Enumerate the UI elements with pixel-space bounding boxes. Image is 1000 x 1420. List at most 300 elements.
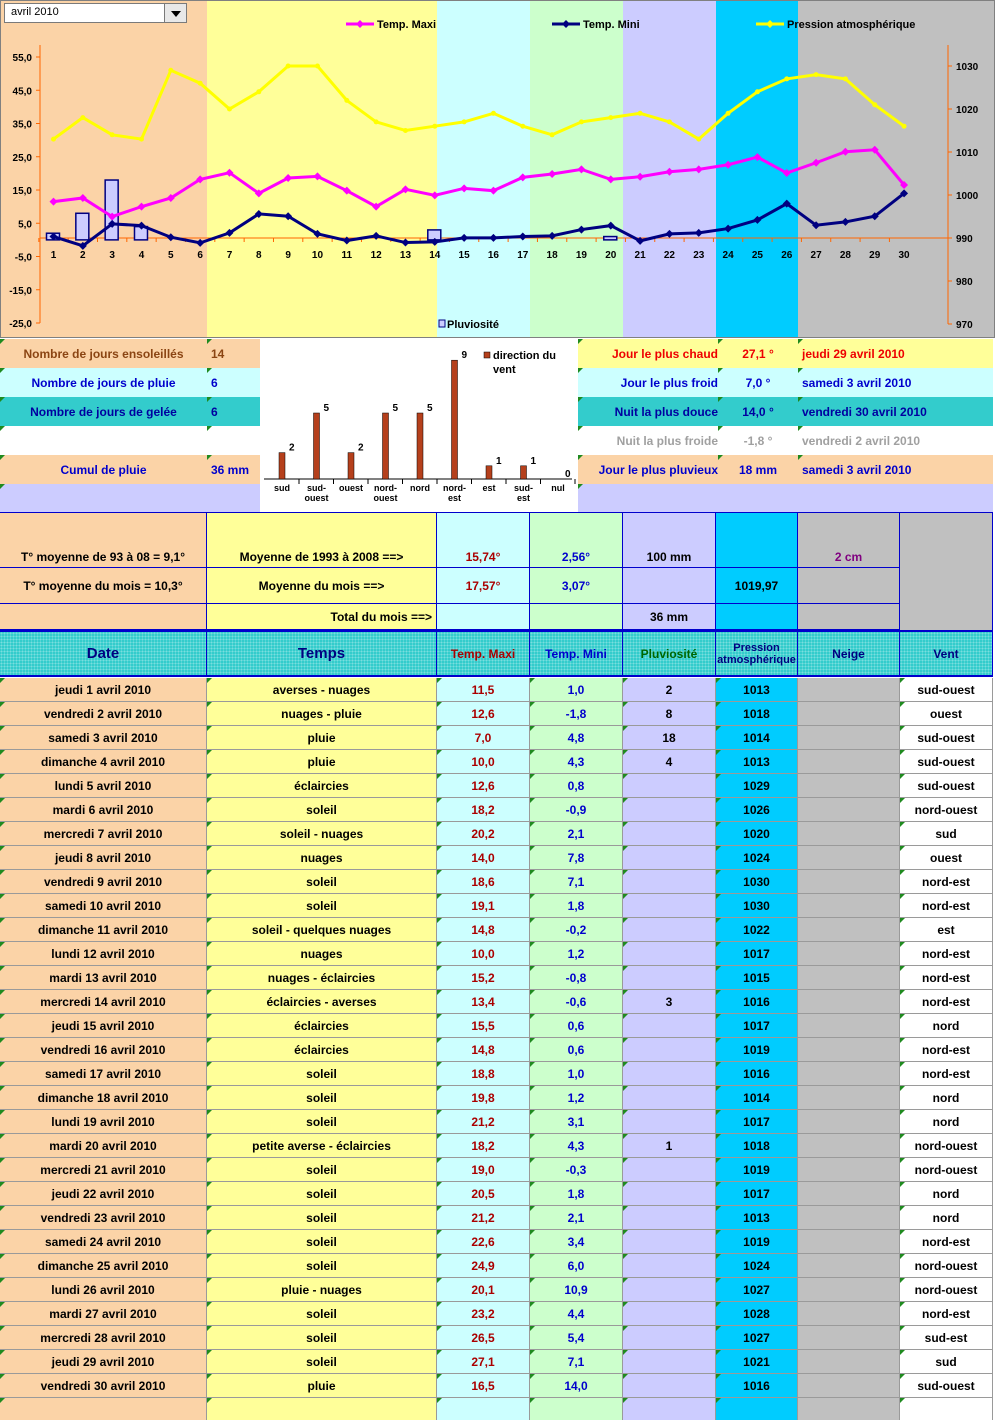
cell-pression	[716, 798, 798, 822]
x-tick-label: 19	[575, 250, 588, 261]
cell-maxi-text: 12,6	[471, 706, 495, 721]
cell-pluie-text: 4	[665, 754, 673, 769]
cell-mini-text: 3,1	[567, 1114, 585, 1129]
cell-mini	[530, 1350, 623, 1374]
pressure-point	[491, 111, 496, 116]
cell-temps-text: pluie	[307, 754, 336, 769]
cell-temps-text: éclaircies	[294, 778, 349, 793]
cell-maxi	[437, 918, 530, 942]
cell-pression-text: 1022	[743, 922, 770, 937]
wind-category-label: ouest	[373, 493, 398, 503]
cell-temps-text: soleil	[306, 1090, 337, 1105]
chart-band	[437, 0, 530, 338]
cell-maxi-text: 22,6	[471, 1234, 495, 1249]
cell-maxi-text: 18,2	[471, 1138, 495, 1153]
cell-maxi	[437, 1206, 530, 1230]
cell-maxi	[437, 1062, 530, 1086]
summary-row2-cell-text: 17,57°	[465, 578, 501, 593]
wind-chart	[260, 342, 578, 512]
cell-date-text: jeudi 22 avril 2010	[51, 1186, 155, 1201]
cell-pluie	[623, 702, 716, 726]
cell-pression	[716, 1230, 798, 1254]
y-tick-label: 25,0	[12, 152, 32, 164]
cell-mini	[530, 1374, 623, 1398]
pressure-point	[550, 132, 555, 137]
wind-category-label: nord-	[443, 483, 466, 493]
cell-vent	[900, 678, 993, 702]
wind-legend-line: vent	[493, 364, 516, 376]
cell-pluie-text: 8	[665, 706, 673, 721]
cell-temps-text: éclaircies	[294, 1042, 349, 1057]
stat-right-value-text: 27,1 °	[742, 346, 774, 361]
cell-pression-text: 1017	[743, 1186, 770, 1201]
cell-vent	[900, 1014, 993, 1038]
cell-mini	[530, 702, 623, 726]
cell-mini	[530, 1038, 623, 1062]
cell-vent-text: nord-ouest	[914, 1282, 978, 1297]
cell-pluie	[623, 774, 716, 798]
x-tick-label: 27	[810, 250, 822, 261]
header-temp-mini-text: Temp. Mini	[545, 646, 607, 661]
stat-spacer	[578, 484, 993, 512]
cell-pluie-text: 1	[665, 1138, 673, 1153]
cell-vent-text: nord	[932, 1114, 960, 1129]
cell-maxi-text: 18,8	[471, 1066, 495, 1081]
cell-temps	[207, 1326, 437, 1350]
cell-mini-text: -0,8	[565, 970, 587, 985]
x-tick-label: 7	[226, 250, 233, 261]
cell-pression	[716, 1014, 798, 1038]
cell-neige	[798, 1206, 900, 1230]
pressure-point	[256, 89, 261, 94]
cell-mini-text: 1,8	[567, 1186, 585, 1201]
cell-pression	[716, 1254, 798, 1278]
cell-temps	[207, 1254, 437, 1278]
cell-vent	[900, 1062, 993, 1086]
summary-row1-cell-text: T° moyenne de 93 à 08 = 9,1°	[20, 550, 185, 564]
cell-mini-text: 4,4	[567, 1306, 585, 1321]
y-tick-label: 45,0	[12, 86, 32, 98]
pressure-point	[374, 119, 379, 124]
stat-right-label	[578, 426, 718, 455]
cell-maxi	[437, 1038, 530, 1062]
wind-bar	[314, 413, 320, 479]
cell-vent-text: ouest	[929, 850, 962, 865]
cell-date	[0, 1038, 207, 1062]
x-tick-label: 28	[839, 250, 851, 261]
cell-pression	[716, 1062, 798, 1086]
cell-temps-text: soleil	[306, 1162, 337, 1177]
x-tick-label: 30	[898, 250, 910, 261]
cell-maxi-text: 15,2	[471, 970, 495, 985]
cell-date	[0, 798, 207, 822]
pressure-point	[432, 124, 437, 129]
stat-right-label-text: Nuit la plus douce	[614, 404, 718, 419]
wind-value-label: 0	[565, 469, 571, 480]
cell-date-text: mardi 6 avril 2010	[52, 802, 154, 817]
cell-temps	[207, 1278, 437, 1302]
stat-right-date-text: samedi 3 avril 2010	[802, 462, 912, 477]
stat-right-value	[718, 339, 798, 368]
cell-neige	[798, 1374, 900, 1398]
cell-pression	[716, 1086, 798, 1110]
wind-category-label: ouest	[304, 493, 329, 503]
cell-pluie	[623, 1326, 716, 1350]
cell-pluie	[623, 966, 716, 990]
cell-vent-text: nord-est	[922, 1066, 970, 1081]
cell-mini	[530, 750, 623, 774]
wind-value-label: 2	[289, 442, 295, 454]
cell-date-text: mercredi 28 avril 2010	[40, 1330, 166, 1345]
x-tick-label: 8	[256, 250, 262, 261]
cell-date	[0, 846, 207, 870]
wind-category-label: est	[482, 483, 496, 493]
cell-maxi-text: 23,2	[471, 1306, 495, 1321]
cell-maxi-text: 20,2	[471, 826, 495, 841]
cell-pression	[716, 774, 798, 798]
header-vent-text: Vent	[933, 646, 959, 661]
cell-mini	[530, 1326, 623, 1350]
header-temps	[207, 630, 437, 677]
cell-mini-text: 1,2	[567, 1090, 585, 1105]
cell-pluie	[623, 1062, 716, 1086]
cell-mini-text: 1,0	[567, 1066, 585, 1081]
cell-temps-text: soleil	[306, 1186, 337, 1201]
cell-pluie	[623, 798, 716, 822]
cell-neige	[798, 678, 900, 702]
cell-temps	[207, 798, 437, 822]
y2-tick-label: 1030	[956, 62, 979, 73]
cell-temps	[207, 726, 437, 750]
cell-mini	[530, 774, 623, 798]
cell-date	[0, 1254, 207, 1278]
cell-pluie-text: 3	[665, 994, 673, 1009]
x-tick-label: 17	[517, 250, 529, 261]
cell-date-text: mardi 27 avril 2010	[49, 1306, 157, 1321]
cell-maxi	[437, 1182, 530, 1206]
cell-date-text: vendredi 23 avril 2010	[40, 1210, 166, 1225]
cell-pluie	[623, 822, 716, 846]
summary-row2-cell	[0, 568, 207, 604]
empty-cell	[900, 1398, 993, 1420]
cell-pression	[716, 1158, 798, 1182]
cell-vent-text: nord	[932, 1186, 960, 1201]
cell-maxi	[437, 990, 530, 1014]
stat-value	[207, 426, 260, 455]
pressure-point	[403, 128, 408, 133]
cell-pression-text: 1026	[743, 802, 770, 817]
cell-vent-text: sud	[935, 1354, 957, 1369]
cell-neige	[798, 1110, 900, 1134]
cell-neige	[798, 918, 900, 942]
cell-maxi-text: 10,0	[471, 946, 495, 961]
cell-temps-text: soleil	[306, 1066, 337, 1081]
cell-pluie	[623, 918, 716, 942]
cell-mini	[530, 918, 623, 942]
legend-label: Temp. Maxi	[377, 19, 437, 31]
cell-pression	[716, 1110, 798, 1134]
cell-pluie	[623, 726, 716, 750]
cell-pluie	[623, 1350, 716, 1374]
x-tick-label: 4	[138, 250, 145, 261]
cell-date-text: jeudi 8 avril 2010	[54, 850, 152, 865]
cell-mini-text: 0,8	[567, 778, 585, 793]
summary-row2-cell	[207, 568, 437, 604]
cell-neige	[798, 774, 900, 798]
cell-mini	[530, 1014, 623, 1038]
cell-temps	[207, 918, 437, 942]
summary-row3-cell	[623, 604, 716, 630]
summary-row3-cell	[716, 604, 798, 630]
y-tick-label: 15,0	[12, 186, 32, 197]
cell-mini-text: 2,1	[567, 826, 585, 841]
summary-row3-cell	[798, 604, 900, 630]
summary-row1-cell	[207, 513, 437, 568]
cell-neige	[798, 1350, 900, 1374]
header-temp-maxi-text: Temp. Maxi	[450, 646, 516, 661]
wind-legend-line: direction du	[493, 350, 556, 362]
empty-cell	[623, 1398, 716, 1420]
stat-value-text: 6	[211, 404, 218, 419]
cell-mini	[530, 1302, 623, 1326]
cell-neige	[798, 1326, 900, 1350]
cell-mini	[530, 1182, 623, 1206]
cell-pression	[716, 726, 798, 750]
cell-temps	[207, 942, 437, 966]
x-tick-label: 22	[663, 250, 675, 261]
cell-date	[0, 678, 207, 702]
cell-pluie	[623, 1134, 716, 1158]
cell-mini	[530, 1134, 623, 1158]
cell-maxi	[437, 726, 530, 750]
summary-row1-cell	[623, 513, 716, 568]
cell-pression	[716, 750, 798, 774]
main-chart-svg	[0, 0, 995, 338]
cell-temps-text: soleil	[306, 1258, 337, 1273]
cell-neige	[798, 1014, 900, 1038]
wind-value-label: 2	[358, 442, 364, 454]
cell-neige	[798, 1062, 900, 1086]
cell-vent	[900, 1302, 993, 1326]
wind-category-label: est	[447, 493, 462, 503]
wind-category-label: ouest	[338, 483, 364, 493]
cell-maxi	[437, 1278, 530, 1302]
cell-pluie	[623, 894, 716, 918]
wind-category-label: nord	[410, 483, 430, 493]
cell-pluie	[623, 870, 716, 894]
cell-vent-text: sud	[935, 826, 957, 841]
cell-vent	[900, 774, 993, 798]
empty-cell	[0, 1398, 207, 1420]
legend-rain-swatch	[439, 320, 445, 327]
cell-date-text: mardi 20 avril 2010	[49, 1138, 157, 1153]
month-selector[interactable]	[4, 3, 187, 23]
header-temp-maxi	[437, 630, 530, 677]
y2-tick-label: 990	[956, 234, 973, 245]
cell-neige	[798, 726, 900, 750]
cell-temps	[207, 1086, 437, 1110]
x-tick-label: 13	[399, 250, 412, 261]
cell-pression	[716, 846, 798, 870]
cell-mini	[530, 966, 623, 990]
cell-pluie	[623, 1278, 716, 1302]
cell-maxi-text: 19,8	[471, 1090, 495, 1105]
cell-vent	[900, 1158, 993, 1182]
stat-label-text: Cumul de pluie	[60, 462, 147, 477]
cell-date	[0, 774, 207, 798]
stat-right-date	[798, 426, 993, 455]
cell-pluie	[623, 846, 716, 870]
cell-pression	[716, 1206, 798, 1230]
summary-row3-cell	[0, 604, 207, 630]
cell-pression-text: 1021	[743, 1354, 770, 1369]
wind-bar	[348, 453, 354, 479]
cell-pression-text: 1030	[743, 874, 770, 889]
x-tick-label: 5	[168, 250, 174, 261]
cell-date	[0, 1062, 207, 1086]
cell-maxi-text: 26,5	[471, 1330, 495, 1345]
cell-date-text: vendredi 16 avril 2010	[40, 1042, 166, 1057]
x-tick-label: 24	[722, 250, 734, 261]
cell-vent-text: nord-est	[922, 1306, 970, 1321]
cell-pluie	[623, 750, 716, 774]
cell-maxi-text: 21,2	[471, 1210, 495, 1225]
cell-mini-text: 4,8	[567, 730, 585, 745]
cell-vent	[900, 1278, 993, 1302]
cell-pression-text: 1017	[743, 946, 770, 961]
main-chart	[0, 0, 995, 338]
cell-temps	[207, 1158, 437, 1182]
cell-date	[0, 822, 207, 846]
cell-mini-text: 10,9	[564, 1282, 588, 1297]
cell-date	[0, 1182, 207, 1206]
cell-vent-text: ouest	[929, 706, 962, 721]
cell-pression	[716, 966, 798, 990]
cell-pluie	[623, 1038, 716, 1062]
x-tick-label: 12	[370, 250, 382, 261]
stat-label-text: Nombre de jours de pluie	[31, 375, 176, 390]
x-tick-label: 25	[751, 250, 763, 261]
header-pression-text: Pression atmosphérique	[717, 641, 796, 666]
cell-pression-text: 1019	[743, 1042, 770, 1057]
x-tick-label: 20	[605, 250, 617, 261]
cell-maxi-text: 15,5	[471, 1018, 495, 1033]
pressure-point	[667, 119, 672, 124]
header-date-text: Date	[86, 645, 120, 662]
stat-label	[0, 339, 207, 368]
cell-maxi	[437, 1302, 530, 1326]
pressure-point	[638, 111, 643, 116]
dropdown-button[interactable]	[164, 4, 186, 22]
x-tick-label: 14	[429, 250, 441, 261]
cell-pluie	[623, 1014, 716, 1038]
cell-vent-text: est	[937, 922, 955, 937]
pressure-point	[286, 64, 291, 69]
summary-row1-cell-text: 100 mm	[646, 550, 692, 564]
summary-row1-cell-text: 2,56°	[561, 550, 591, 564]
cell-temps	[207, 678, 437, 702]
summary-row1-cell	[437, 513, 530, 568]
cell-pression-text: 1027	[743, 1282, 770, 1297]
pressure-point	[520, 124, 525, 129]
cell-mini-text: 0,6	[567, 1042, 585, 1057]
pressure-point	[755, 89, 760, 94]
cell-temps	[207, 870, 437, 894]
cell-pluie	[623, 1254, 716, 1278]
summary-row3-cell-text: 36 mm	[649, 609, 689, 624]
stat-right-date-text: jeudi 29 avril 2010	[802, 346, 905, 361]
cell-date-text: mardi 13 avril 2010	[49, 970, 157, 985]
stat-right-label-text: Jour le plus froid	[620, 375, 718, 390]
x-tick-label: 16	[487, 250, 500, 261]
cell-maxi-text: 20,1	[471, 1282, 495, 1297]
cell-pluie	[623, 1374, 716, 1398]
cell-vent-text: nord-est	[922, 1234, 970, 1249]
rain-bar	[604, 237, 617, 240]
cell-pluie	[623, 1086, 716, 1110]
pressure-point	[344, 98, 349, 103]
stat-right-value-text: 7,0 °	[745, 375, 771, 390]
cell-date-text: samedi 10 avril 2010	[44, 898, 162, 913]
cell-temps	[207, 1230, 437, 1254]
cell-vent	[900, 870, 993, 894]
cell-vent	[900, 1350, 993, 1374]
cell-mini	[530, 942, 623, 966]
cell-temps	[207, 1302, 437, 1326]
cell-vent	[900, 1134, 993, 1158]
cell-temps	[207, 1038, 437, 1062]
stat-right-label	[578, 339, 718, 368]
stat-right-value	[718, 397, 798, 426]
pressure-point	[608, 115, 613, 120]
cell-vent-text: nord	[932, 1090, 960, 1105]
cell-vent-text: sud-est	[924, 1330, 968, 1345]
wind-bar	[417, 413, 423, 479]
x-tick-label: 18	[546, 250, 558, 261]
cell-mini	[530, 1230, 623, 1254]
pressure-point	[168, 68, 173, 73]
pressure-point	[872, 102, 877, 107]
cell-neige	[798, 1278, 900, 1302]
cell-maxi	[437, 678, 530, 702]
cell-mini-text: -0,3	[565, 1162, 587, 1177]
wind-value-label: 9	[461, 350, 468, 362]
cell-temps	[207, 894, 437, 918]
cell-date	[0, 1014, 207, 1038]
cell-maxi	[437, 1350, 530, 1374]
empty-cell	[207, 1398, 437, 1420]
cell-pression-text: 1020	[743, 826, 770, 841]
cell-mini-text: 14,0	[564, 1378, 588, 1393]
pressure-point	[110, 132, 115, 137]
wind-legend-swatch	[484, 352, 490, 358]
cell-temps-text: pluie	[307, 730, 336, 745]
cell-maxi-text: 14,8	[471, 1042, 495, 1057]
summary-row1-cell	[530, 513, 623, 568]
stat-right-date-text: vendredi 2 avril 2010	[802, 433, 921, 448]
cell-pression	[716, 1182, 798, 1206]
cell-date-text: dimanche 11 avril 2010	[37, 922, 169, 937]
x-tick-label: 2	[80, 250, 86, 261]
cell-date-text: jeudi 29 avril 2010	[51, 1354, 155, 1369]
cell-date-text: dimanche 25 avril 2010	[37, 1258, 169, 1273]
cell-date	[0, 918, 207, 942]
wind-value-label: 5	[392, 403, 399, 414]
cell-mini-text: 1,8	[567, 898, 585, 913]
summary-row2-cell	[716, 568, 798, 604]
cell-maxi	[437, 1134, 530, 1158]
cell-pluie-text: 18	[662, 730, 676, 745]
